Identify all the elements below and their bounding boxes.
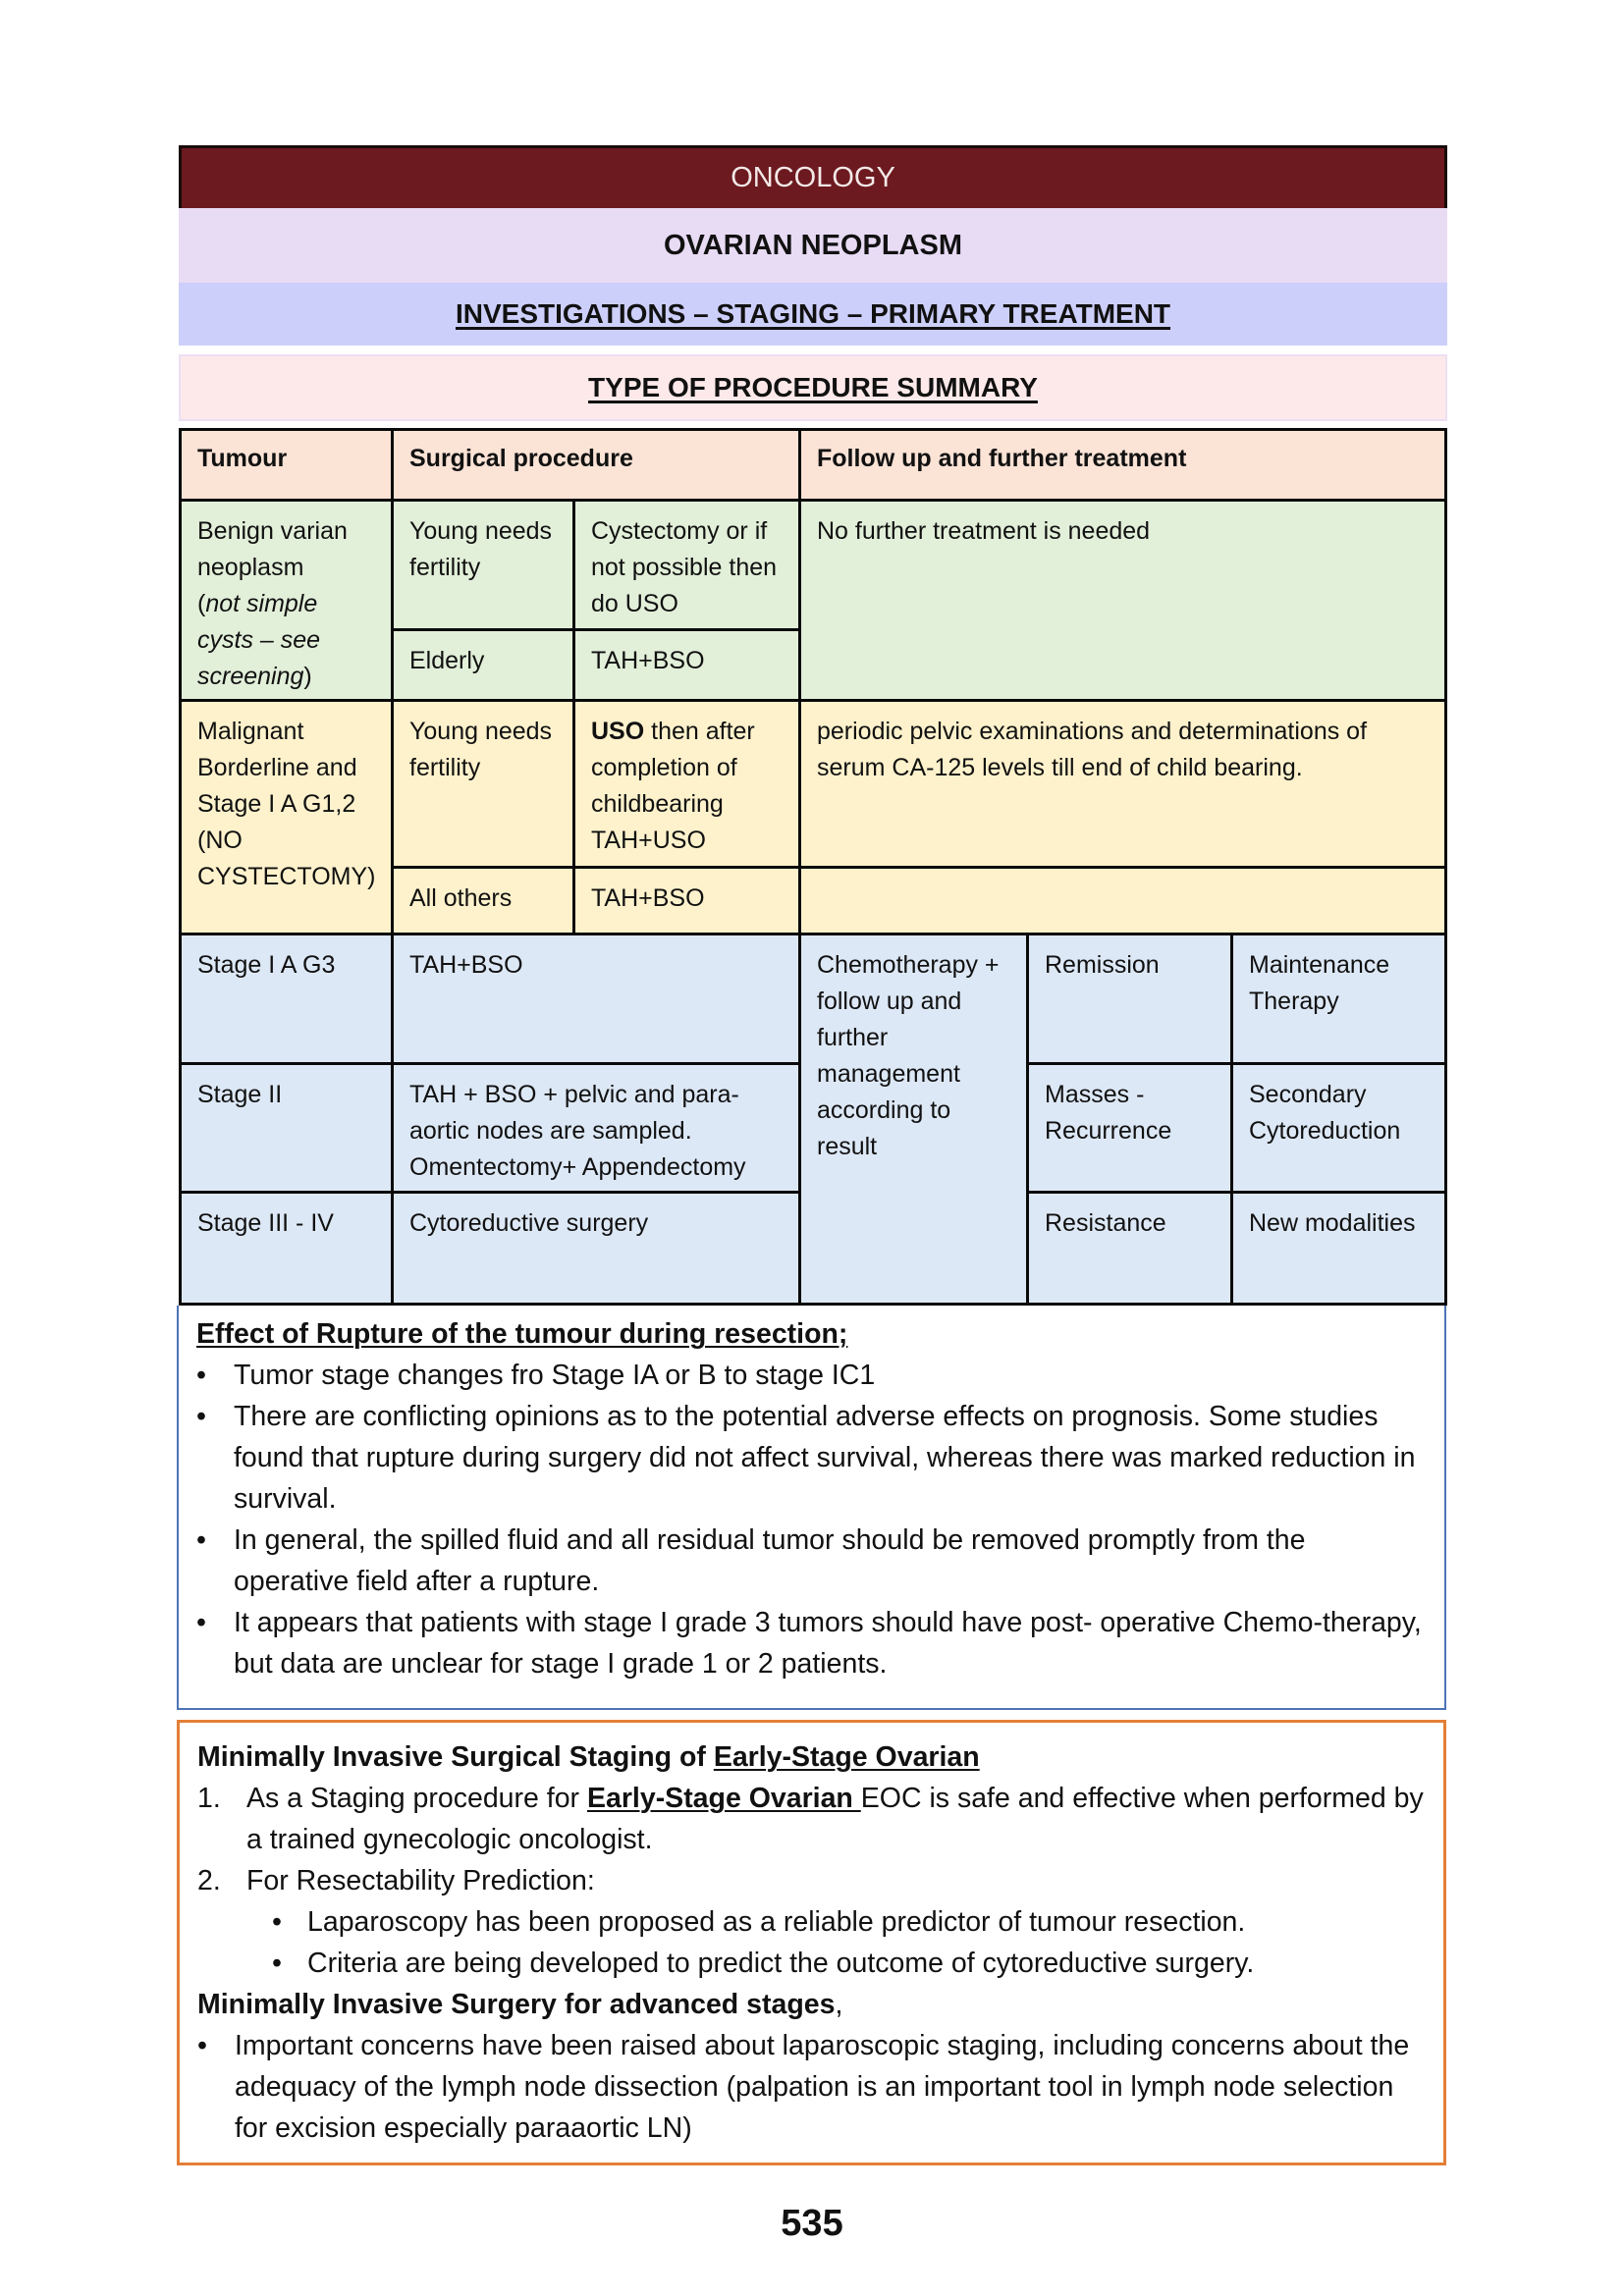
chemotherapy-followup-cell bbox=[798, 933, 1029, 1306]
column-header-follow-up bbox=[798, 428, 1447, 502]
rupture-bullet: • It appears that patients with stage I grade 3 tumors should have post- operative Chemo-therapy, but data are unclear for stage I grade 1 or 2 patients. bbox=[196, 1602, 1425, 1684]
subtopic-banner bbox=[179, 283, 1447, 346]
procedure-text: TAH+BSO bbox=[591, 647, 705, 674]
stage-ii-procedure-cell bbox=[391, 1062, 801, 1194]
rupture-heading: Effect of Rupture of the tumour during resection; bbox=[196, 1318, 848, 1350]
malignant-young-procedure-cell bbox=[572, 699, 801, 869]
section-title: ONCOLOGY bbox=[731, 162, 895, 193]
mis-heading-text: Minimally Invasive Surgical Staging of bbox=[197, 1741, 714, 1773]
table-title: TYPE OF PROCEDURE SUMMARY bbox=[588, 372, 1038, 402]
benign-followup-cell bbox=[798, 499, 1447, 702]
column-header-label: Surgical procedure bbox=[409, 445, 633, 472]
page-number: 535 bbox=[781, 2203, 843, 2244]
outcome-label: Resistance bbox=[1045, 1209, 1166, 1237]
advanced-heading bbox=[197, 1984, 1424, 2025]
followup-text: Chemotherapy + follow up and further management according to result bbox=[817, 951, 1000, 1160]
outcome-recurrence-cell bbox=[1026, 1062, 1233, 1194]
next-step-label: Maintenance Therapy bbox=[1249, 951, 1390, 1015]
outcome-remission-cell bbox=[1026, 933, 1233, 1065]
stage-ia-g3-procedure-cell bbox=[391, 933, 801, 1065]
stage-iii-iv-cell bbox=[179, 1191, 394, 1306]
mis-heading bbox=[197, 1736, 1424, 1778]
paren-open: ( bbox=[197, 590, 206, 617]
malignant-young-cell bbox=[391, 699, 575, 869]
next-secondary-cytoreduction-cell bbox=[1230, 1062, 1447, 1194]
patient-group: Young needs fertility bbox=[409, 517, 553, 581]
stage-ii-cell bbox=[179, 1062, 394, 1194]
procedure-text: TAH+BSO bbox=[409, 951, 523, 979]
next-step-label: New modalities bbox=[1249, 1209, 1416, 1237]
outcome-label: Remission bbox=[1045, 951, 1160, 979]
patient-group: All others bbox=[409, 884, 513, 912]
patient-group: Elderly bbox=[409, 647, 485, 674]
stage-label: Stage II bbox=[197, 1081, 283, 1108]
malignant-others-followup-cell bbox=[798, 866, 1447, 935]
item-number: 2. bbox=[197, 1865, 221, 1896]
item-emphasis: Early-Stage Ovarian bbox=[586, 1783, 861, 1814]
benign-tumour-cell bbox=[179, 499, 394, 702]
subtopic-title: INVESTIGATIONS – STAGING – PRIMARY TREATMENT bbox=[455, 298, 1171, 329]
procedure-summary-table bbox=[179, 428, 1447, 1306]
procedure-keyword: USO bbox=[591, 718, 645, 745]
advanced-bullet: • Important concerns have been raised about laparoscopic staging, including concerns about the adequacy of the lymph node dissection (palpation is an important tool in lymph node selection for excision especially paraaortic LN) bbox=[197, 2025, 1424, 2149]
stage-ia-g3-cell bbox=[179, 933, 394, 1065]
column-header-tumour bbox=[179, 428, 394, 502]
rupture-effect-box bbox=[177, 1306, 1446, 1710]
next-maintenance-cell bbox=[1230, 933, 1447, 1065]
rupture-bullet: • There are conflicting opinions as to the potential adverse effects on prognosis. Some studies found that rupture during surgery did not affect survival, whereas there was marked reduction in survival. bbox=[196, 1396, 1425, 1520]
mis-numbered-item bbox=[197, 1778, 1424, 1860]
malignant-others-cell bbox=[391, 866, 575, 935]
mis-sub-bullet: • Laparoscopy has been proposed as a reliable predictor of tumour resection. bbox=[197, 1901, 1424, 1943]
procedure-text: Cystectomy or if not possible then do USO bbox=[591, 517, 778, 617]
minimally-invasive-box bbox=[177, 1720, 1446, 2165]
rupture-bullet: • In general, the spilled fluid and all residual tumor should be removed promptly from the operative field after a rupture. bbox=[196, 1520, 1425, 1602]
item-text: As a Staging procedure for bbox=[246, 1783, 587, 1814]
column-header-label: Tumour bbox=[197, 445, 288, 472]
next-new-modalities-cell bbox=[1230, 1191, 1447, 1306]
malignant-tumour-label: Malignant Borderline and Stage I A G1,2 (NO CYSTECTOMY) bbox=[197, 718, 376, 890]
benign-young-procedure-cell bbox=[572, 499, 801, 631]
procedure-text: TAH+BSO bbox=[591, 884, 705, 912]
benign-tumour-label: Benign varian neoplasm bbox=[197, 517, 348, 581]
rupture-bullet: • Tumor stage changes fro Stage IA or B to stage IC1 bbox=[196, 1355, 1425, 1396]
column-header-surgical-procedure bbox=[391, 428, 801, 502]
benign-elderly-procedure-cell bbox=[572, 628, 801, 702]
benign-tumour-note: not simple cysts – see screening bbox=[197, 590, 321, 690]
item-number: 1. bbox=[197, 1783, 221, 1814]
paren-close: ) bbox=[303, 663, 312, 690]
malignant-tumour-cell bbox=[179, 699, 394, 935]
followup-text: No further treatment is needed bbox=[817, 517, 1151, 545]
next-step-label: Secondary Cytoreduction bbox=[1249, 1081, 1401, 1145]
section-banner bbox=[179, 145, 1447, 208]
stage-label: Stage I A G3 bbox=[197, 951, 336, 979]
topic-title: OVARIAN NEOPLASM bbox=[664, 229, 962, 261]
procedure-text: Cytoreductive surgery bbox=[409, 1209, 649, 1237]
mis-numbered-item bbox=[197, 1860, 1424, 1901]
advanced-heading-text: Minimally Invasive Surgery for advanced stages bbox=[197, 1989, 836, 2020]
followup-text: periodic pelvic examinations and determinations of serum CA-125 levels till end of child bearing. bbox=[817, 718, 1368, 781]
advanced-heading-tail: , bbox=[835, 1989, 843, 2020]
table-title-banner bbox=[179, 354, 1447, 421]
benign-young-cell bbox=[391, 499, 575, 631]
item-text: EOC is safe and effective when performed by a trained gynecologic oncologist. bbox=[246, 1783, 1424, 1855]
procedure-text: then after completion of childbearing TAH+USO bbox=[591, 718, 755, 854]
column-header-label: Follow up and further treatment bbox=[817, 445, 1187, 472]
benign-elderly-cell bbox=[391, 628, 575, 702]
outcome-label: Masses - Recurrence bbox=[1045, 1081, 1172, 1145]
item-text: For Resectability Prediction: bbox=[246, 1865, 595, 1896]
topic-banner bbox=[179, 208, 1447, 283]
malignant-others-procedure-cell bbox=[572, 866, 801, 935]
mis-heading-underlined: Early-Stage Ovarian bbox=[713, 1741, 980, 1773]
procedure-text: TAH + BSO + pelvic and para-aortic nodes are sampled. Omentectomy+ Appendectomy bbox=[409, 1081, 746, 1181]
malignant-followup-cell bbox=[798, 699, 1447, 869]
mis-sub-bullet: • Criteria are being developed to predict the outcome of cytoreductive surgery. bbox=[197, 1943, 1424, 1984]
stage-label: Stage III - IV bbox=[197, 1209, 334, 1237]
outcome-resistance-cell bbox=[1026, 1191, 1233, 1306]
stage-iii-iv-procedure-cell bbox=[391, 1191, 801, 1306]
patient-group: Young needs fertility bbox=[409, 718, 553, 781]
